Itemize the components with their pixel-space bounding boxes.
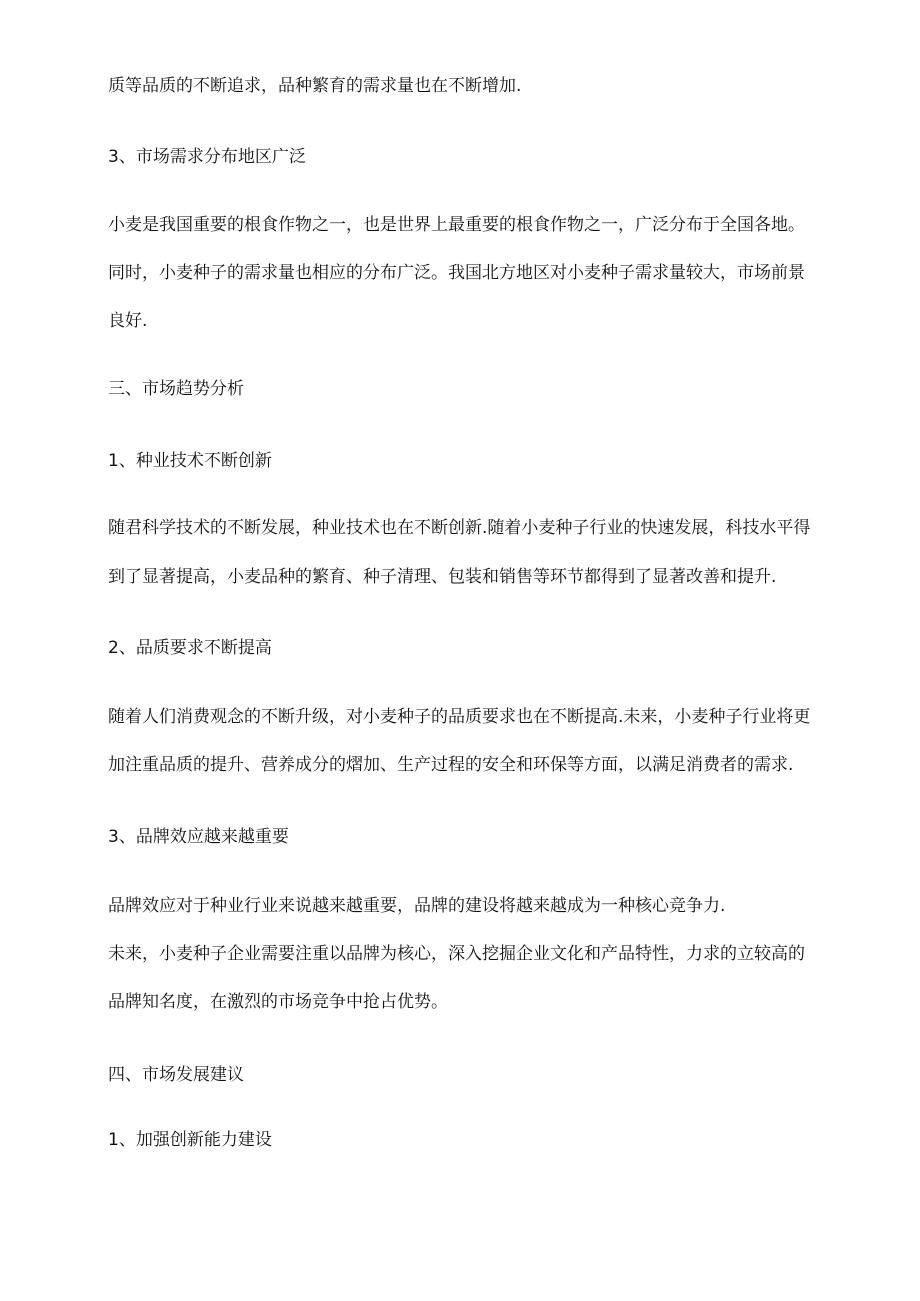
paragraph-line: 随着人们消费观念的不断升级，对小麦种子的品质要求也在不断提高.未来，小麦种子行业将更 [108, 707, 811, 727]
paragraph-line: 品牌知名度，在激烈的市场竞争中抢占优势。 [108, 992, 448, 1012]
paragraph-line: 品牌效应对于种业行业来说越来越重要，品牌的建设将越来越成为一种核心竞争力. [108, 896, 726, 916]
subsection-heading: 1、种业技术不断创新 [108, 451, 272, 471]
section-heading: 四、市场发展建议 [108, 1065, 244, 1085]
paragraph-line: 小麦是我国重要的根食作物之一，也是世界上最重要的根食作物之一，广泛分布于全国各地。 [108, 215, 805, 235]
paragraph-line: 到了显著提高，小麦品种的繁育、种子清理、包装和销售等环节都得到了显著改善和提升. [108, 567, 777, 587]
paragraph-line: 质等品质的不断追求，品种繁育的需求量也在不断增加. [108, 76, 522, 96]
paragraph-line: 同时，小麦种子的需求量也相应的分布广泛。我国北方地区对小麦种子需求量较大，市场前景 [108, 263, 805, 283]
subsection-heading: 3、市场需求分布地区广泛 [108, 147, 306, 167]
subsection-heading: 1、加强创新能力建设 [108, 1130, 272, 1150]
paragraph-line: 未来，小麦种子企业需要注重以品牌为核心，深入挖掘企业文化和产品特性，力求的立较高的 [108, 944, 805, 964]
paragraph-line: 随君科学技术的不断发展，种业技术也在不断创新.随着小麦种子行业的快速发展，科技水平得 [108, 518, 811, 538]
paragraph-line: 加注重品质的提升、营养成分的熠加、生产过程的安全和环保等方面，以满足消费者的需求. [108, 755, 794, 775]
subsection-heading: 3、品牌效应越来越重要 [108, 827, 289, 847]
paragraph-line: 良好. [108, 311, 148, 331]
section-heading: 三、市场趋势分析 [108, 379, 244, 399]
subsection-heading: 2、品质要求不断提高 [108, 638, 272, 658]
